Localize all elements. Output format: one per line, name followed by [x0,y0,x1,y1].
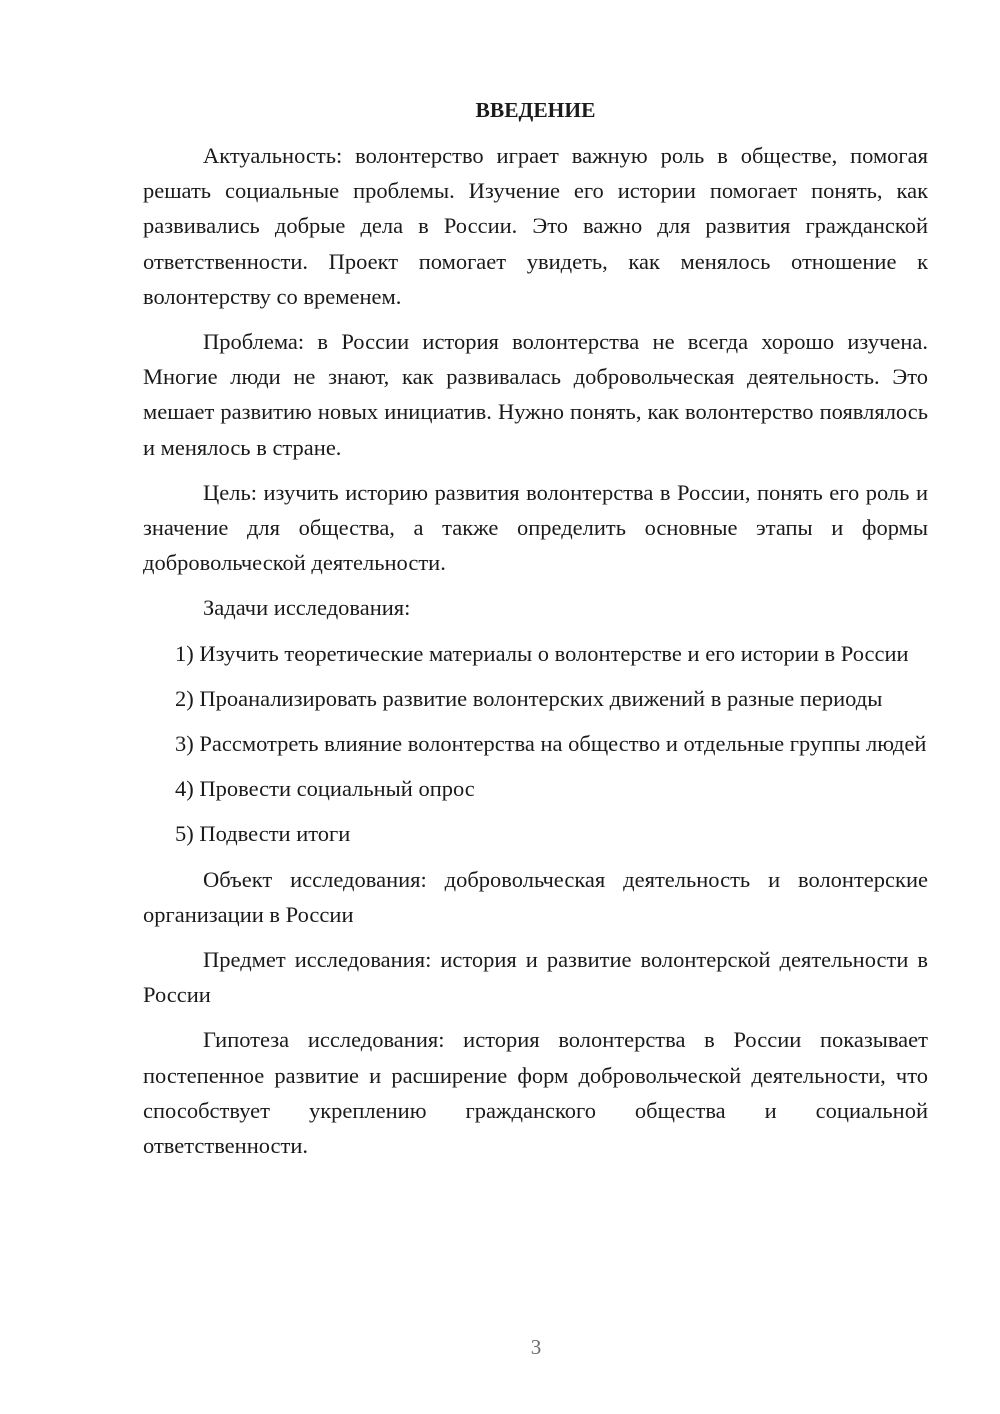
subject-paragraph: Предмет исследования: история и развитие волонтерской деятельности в России [143,947,928,1008]
task-item-1: 1) Изучить теоретические материалы о волонтерстве и его истории в России [175,640,909,666]
page-title: ВВЕДЕНИЕ [475,98,596,122]
task-item-3: 3) Рассмотреть влияние волонтерства на общество и отдельные группы людей [175,731,927,757]
task-item-4: 4) Провести социальный опрос [175,776,475,802]
object-paragraph: Объект исследования: добровольческая деятельность и волонтерские организации в России [143,866,928,927]
problem-paragraph: Проблема: в России история волонтерства не всегда хорошо изучена. Многие люди не знают, как развивалась добровольческая деятельность. Это мешает развитию новых инициатив. Нужно понять, как волонтерство появлялось и менялось в стране. [143,329,928,460]
tasks-heading: Задачи исследования: [203,595,411,621]
goal-paragraph: Цель: изучить историю развития волонтерства в России, понять его роль и значение для общества, а также определить основные этапы и формы добровольческой деятельности. [143,479,928,576]
task-item-5: 5) Подвести итоги [175,821,351,847]
hypothesis-paragraph: Гипотеза исследования: история волонтерства в России показывает постепенное развитие и расширение форм добровольческой деятельности, что способствует укреплению гражданского общества и социальной ответственности. [143,1027,928,1159]
task-item-2: 2) Проанализировать развитие волонтерских движений в разные периоды [175,685,883,711]
page-number: 3 [530,1335,542,1359]
page-body [143,93,928,1163]
relevance-paragraph: Актуальность: волонтерство играет важную роль в обществе, помогая решать социальные проблемы. Изучение его истории помогает понять, как развивались добрые дела в России. Это важно для развития гражданской ответственности. Проект помогает увидеть, как менялось отношение к волонтерству со временем. [143,143,928,309]
